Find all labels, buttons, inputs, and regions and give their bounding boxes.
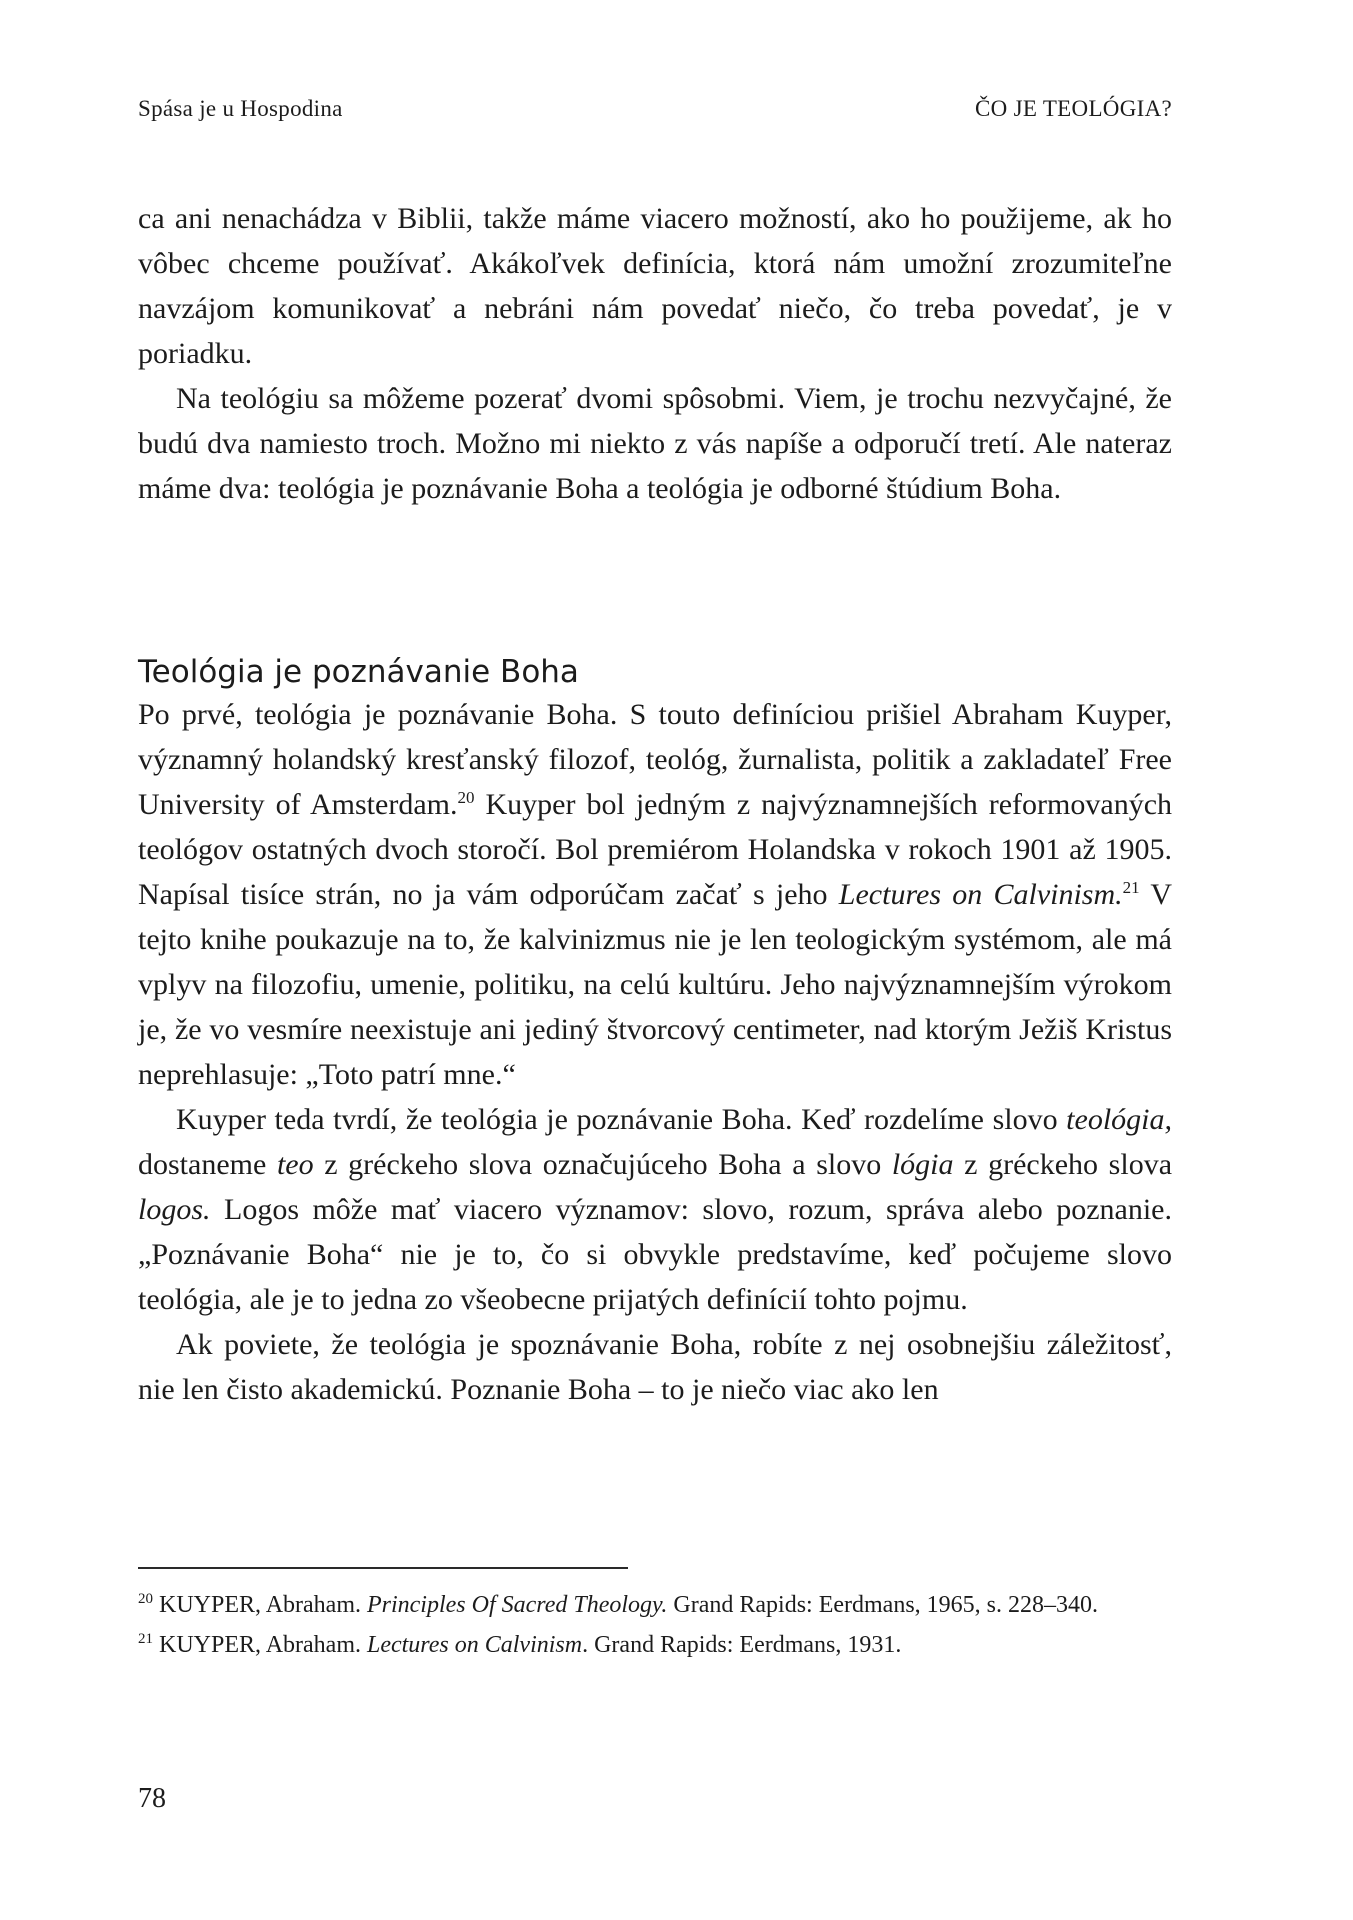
- text-run: z gréckeho slova: [953, 1148, 1173, 1181]
- running-header: [138, 96, 1172, 126]
- text-run: Po prvé, teológia je poznávanie Boha. S touto definíciou prišiel Abraham Kuyper, významný holandský kresťanský filozof, teológ, žurnalista, politik a zakladateľ Free University of Amsterdam.: [138, 698, 1172, 821]
- paragraph: Ak poviete, že teológia je spoznávanie Boha, robíte z nej osobnejšiu záležitosť, nie len čisto akademickú. Poznanie Boha – to je niečo viac ako len: [138, 1328, 1172, 1406]
- footnote-details: . Grand Rapids: Eerdmans, 1931.: [582, 1632, 902, 1658]
- footnote-ref: 20: [457, 788, 475, 807]
- italic-term: teológia,: [1066, 1103, 1172, 1136]
- footnote-details: Grand Rapids: Eerdmans, 1965, s. 228–340.: [667, 1592, 1099, 1618]
- text-run: Logos môže mať viacero významov: slovo, rozum, správa alebo poznanie. „Poznávanie Boha“ nie je to, čo si obvykle predstavíme, keď počujeme slovo teológia, ale je to jedna zo všeobecne prijatých definícií tohto pojmu.: [138, 1193, 1172, 1316]
- text-run: z gréckeho slova označujúceho Boha a slovo: [313, 1148, 892, 1181]
- footnote-author: KUYPER, Abraham.: [159, 1632, 367, 1658]
- paragraph: ca ani nenachádza v Biblii, takže máme viacero možností, ako ho použijeme, ak ho vôbec chceme používať. Akákoľvek definícia, ktorá nám umožní zrozumiteľne navzájom komunikovať a nebráni nám povedať niečo, čo treba povedať, je v poriadku.: [138, 202, 1172, 370]
- footnotes: [138, 1588, 1172, 1668]
- header-chapter-title: ČO JE TEOLÓGIA?: [975, 96, 1172, 121]
- footnote-number: 20: [138, 1591, 153, 1607]
- footnote: [138, 1588, 1172, 1622]
- page-number: 78: [138, 1783, 166, 1814]
- footnote-title: Principles Of Sacred Theology.: [366, 1592, 668, 1618]
- header-book-title: Spása je u Hospodina: [138, 96, 343, 121]
- text-run: V tejto knihe poukazuje na to, že kalvinizmus nie je len teologickým systémom, ale má vplyv na filozofiu, umenie, politiku, na celú kultúru. Jeho najvýznamnejším výrokom je, že vo vesmíre neexistuje ani jediný štvorcový centimeter, nad ktorým Ježiš Kristus neprehlasuje: „Toto patrí mne.“: [138, 878, 1172, 1091]
- italic-term: logos.: [138, 1193, 211, 1226]
- section-heading: Teológia je poznávanie Boha: [138, 654, 579, 690]
- paragraph: Na teológiu sa môžeme pozerať dvomi spôsobmi. Viem, je trochu nezvyčajné, že budú dva namiesto troch. Možno mi niekto z vás napíše a odporučí tretí. Ale nateraz máme dva: teológia je poznávanie Boha a teológia je odborné štúdium Boha.: [138, 382, 1172, 505]
- text-run: Kuyper teda tvrdí, že teológia je poznávanie Boha. Keď rozdelíme slovo: [176, 1103, 1067, 1136]
- section-text-block: [138, 692, 1172, 1412]
- footnote-separator: [138, 1567, 628, 1569]
- footnote-author: KUYPER, Abraham.: [159, 1592, 367, 1618]
- footnote-ref: 21: [1122, 878, 1140, 897]
- italic-term: teo: [276, 1148, 314, 1181]
- footnote-number: 21: [138, 1631, 153, 1647]
- paragraph: [138, 692, 1172, 1097]
- paragraph: [138, 1097, 1172, 1322]
- footnote: [138, 1628, 1172, 1662]
- italic-term: lógia: [891, 1148, 954, 1181]
- text-run: Kuyper bol jedným z najvýznamnejších reformovaných teológov ostatných dvoch storočí. Bol premiérom Holandska v rokoch 1901 až 1905. Napísal tisíce strán, no ja vám odporúčam začať s jeho: [138, 788, 1173, 911]
- book-title: Lectures on Calvinism.: [838, 878, 1123, 911]
- footnote-title: Lectures on Calvinism: [366, 1632, 583, 1658]
- opening-text-block: [138, 196, 1172, 511]
- text-run: dostaneme: [138, 1148, 277, 1181]
